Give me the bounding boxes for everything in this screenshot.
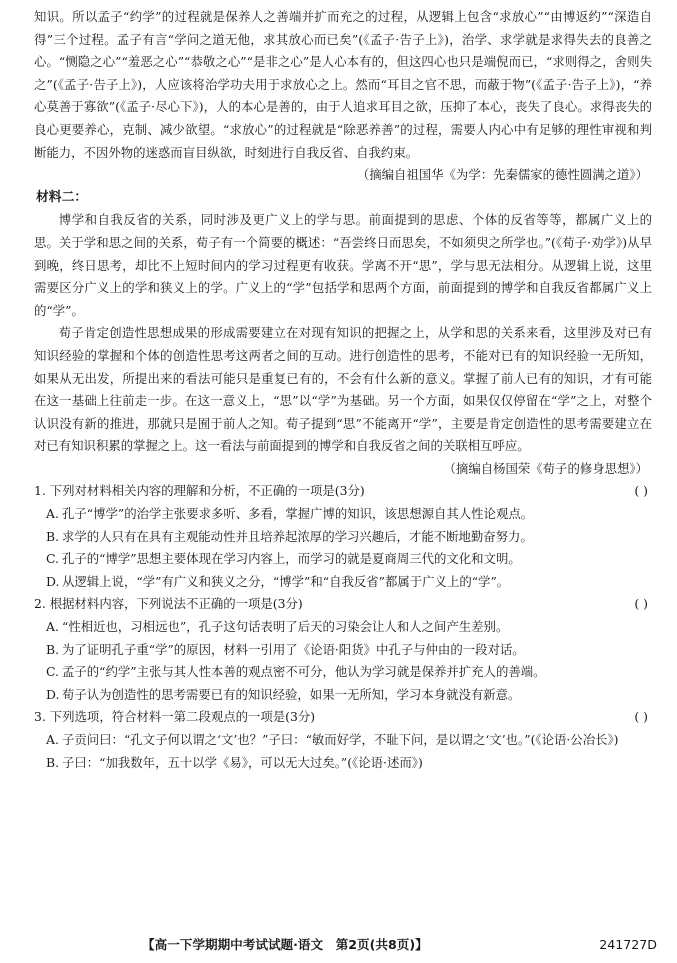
question-1-answer-box[interactable]: ( ) bbox=[634, 483, 648, 499]
question-1-stem: 1. 下列对材料相关内容的理解和分析，不正确的一项是(3分) bbox=[34, 483, 365, 499]
material2-heading: 材料二： bbox=[36, 189, 88, 205]
exam-page bbox=[34, 6, 652, 774]
option-letter: A. bbox=[46, 619, 59, 635]
material2-paragraph-2: 荀子肯定创造性思想成果的形成需要建立在对现有知识的把握之上，从学和思的关系来看，这里涉及对已有知识经验的掌握和个体的创造性思考这两者之间的互动。进行创造性的思考，不能对已有的知识经验一无所知，如果从无出发，所提出来的看法可能只是重复已有的，不会有什么新的意义。掌握了前人已有的知识，才有可能在这一基础上往前走一步。在这一意义上，“思”以“学”为基础。另一个方面，如果仅仅停留在“学”之上，对整个认识没有新的推进，那就只是囿于前人之知。荀子提到“思”不能离开“学”，主要是肯定创造性的思考需要建立在对已有知识积累的掌握之上。这一看法与前面提到的博学和自我反省之间的关联相互呼应。 bbox=[34, 325, 652, 454]
option-text: 子贡问曰：“孔文子何以谓之‘文’也？”子曰：“敏而好学，不耻下问，是以谓之‘文’也。”(《论语·公冶长》) bbox=[62, 732, 619, 747]
question-2-option-b[interactable] bbox=[34, 639, 652, 662]
option-text: 子曰：“加我数年，五十以学《易》，可以无大过矣。”(《论语·述而》) bbox=[62, 754, 423, 770]
question-2-option-a[interactable] bbox=[34, 616, 652, 639]
footer-code: 241727D bbox=[599, 937, 657, 952]
option-letter: D. bbox=[46, 686, 60, 702]
option-letter: A. bbox=[46, 506, 59, 522]
material1-source: （摘编自祖国华《为学：先秦儒家的德性圆满之道》） bbox=[356, 167, 648, 183]
option-text: 孔子的“博学”思想主要体现在学习内容上，而学习的就是夏商周三代的文化和文明。 bbox=[62, 551, 521, 567]
question-3 bbox=[34, 706, 652, 774]
material2-paragraph-1: 博学和自我反省的关系，同时涉及更广义上的学与思。前面提到的思虑、个体的反省等等，都属广义上的思。关于学和思之间的关系，荀子有一个简要的概述：“吾尝终日而思矣，不如须臾之所学也。”(《荀子·劝学》)从早到晚，终日思考，却比不上短时间内的学习过程更有收获。学离不开“思”，学与思无法相分。从逻辑上说，这里需要区分广义上的学和狭义上的学。广义上的“学”包括学和思两个方面，前面提到的博学和自我反省都属广义上的“学”。 bbox=[34, 212, 652, 318]
question-2 bbox=[34, 593, 652, 706]
footer-title: 【高一下学期期中考试试题·语文 第2页(共8页)】 bbox=[142, 937, 428, 952]
question-2-answer-box[interactable]: ( ) bbox=[634, 596, 648, 612]
option-letter: B. bbox=[46, 528, 60, 544]
option-text: 荀子认为创造性的思考需要已有的知识经验，如果一无所知，学习本身就没有新意。 bbox=[62, 686, 521, 702]
question-3-answer-box[interactable]: ( ) bbox=[634, 709, 648, 725]
question-1-option-b[interactable] bbox=[34, 526, 652, 549]
material1-tail-paragraph: 知识。所以孟子“约学”的过程就是保养人之善端并扩而充之的过程，从逻辑上包含“求放心”“由博返约”“深造自得”三个过程。孟子有言“学问之道无他，求其放心而已矣”(《孟子·告子上》)，治学、求学就是求得失去的良善之心。“恻隐之心”“羞恶之心”“恭敬之心”“是非之心”是人心本有的，但这四心也只是端倪而已，“求则得之，舍则失之”(《孟子·告子上》)，人应该将治学功夫用于求放心之上。然而“耳目之官不思，而蔽于物”(《孟子·告子上》)，“养心莫善于寡欲”(《孟子·尽心下》)，人的本心是善的，由于人追求耳目之欲，压抑了本心，丧失了良心。求得丧失的良心更要养心，克制、减少欲望。“求放心”的过程就是“除恶养善”的过程，需要人内心中有足够的理性审视和判断能力，不因外物的迷惑而盲目纵欲，时刻进行自我反省、自我约束。 bbox=[34, 9, 652, 160]
question-1-option-d[interactable] bbox=[34, 571, 652, 594]
option-letter: C. bbox=[46, 664, 59, 680]
question-3-option-a[interactable] bbox=[34, 729, 652, 752]
option-letter: D. bbox=[46, 573, 60, 589]
option-text: “性相近也，习相远也”，孔子这句话表明了后天的习染会让人和人之间产生差别。 bbox=[62, 619, 509, 635]
option-text: 孟子的“约学”主张与其人性本善的观点密不可分，他认为学习就是保养并扩充人的善端。 bbox=[62, 664, 546, 680]
option-letter: B. bbox=[46, 641, 60, 657]
option-letter: B. bbox=[46, 754, 60, 770]
option-letter: A. bbox=[46, 732, 59, 747]
question-2-option-c[interactable] bbox=[34, 661, 652, 684]
option-text: 孔子“博学”的治学主张要求多听、多看，掌握广博的知识，该思想源自其人性论观点。 bbox=[62, 506, 534, 522]
option-text: 求学的人只有在具有主观能动性并且培养起浓厚的学习兴趣后，才能不断地勤奋努力。 bbox=[62, 528, 533, 544]
question-2-option-d[interactable] bbox=[34, 684, 652, 707]
question-3-option-b[interactable] bbox=[34, 752, 652, 775]
option-text: 为了证明孔子重“学”的原因，材料一引用了《论语·阳货》中孔子与仲由的一段对话。 bbox=[62, 641, 525, 657]
question-1 bbox=[34, 480, 652, 593]
option-text: 从逻辑上说，“学”有广义和狭义之分，“博学”和“自我反省”都属于广义上的“学”。 bbox=[62, 573, 510, 589]
option-letter: C. bbox=[46, 551, 59, 567]
question-2-stem: 2. 根据材料内容，下列说法不正确的一项是(3分) bbox=[34, 596, 303, 612]
material2-source: （摘编自杨国荣《荀子的修身思想》） bbox=[443, 460, 648, 476]
question-1-option-c[interactable] bbox=[34, 548, 652, 571]
question-3-stem: 3. 下列选项，符合材料一第二段观点的一项是(3分) bbox=[34, 709, 316, 725]
question-1-option-a[interactable] bbox=[34, 503, 652, 526]
page-footer bbox=[0, 934, 677, 956]
